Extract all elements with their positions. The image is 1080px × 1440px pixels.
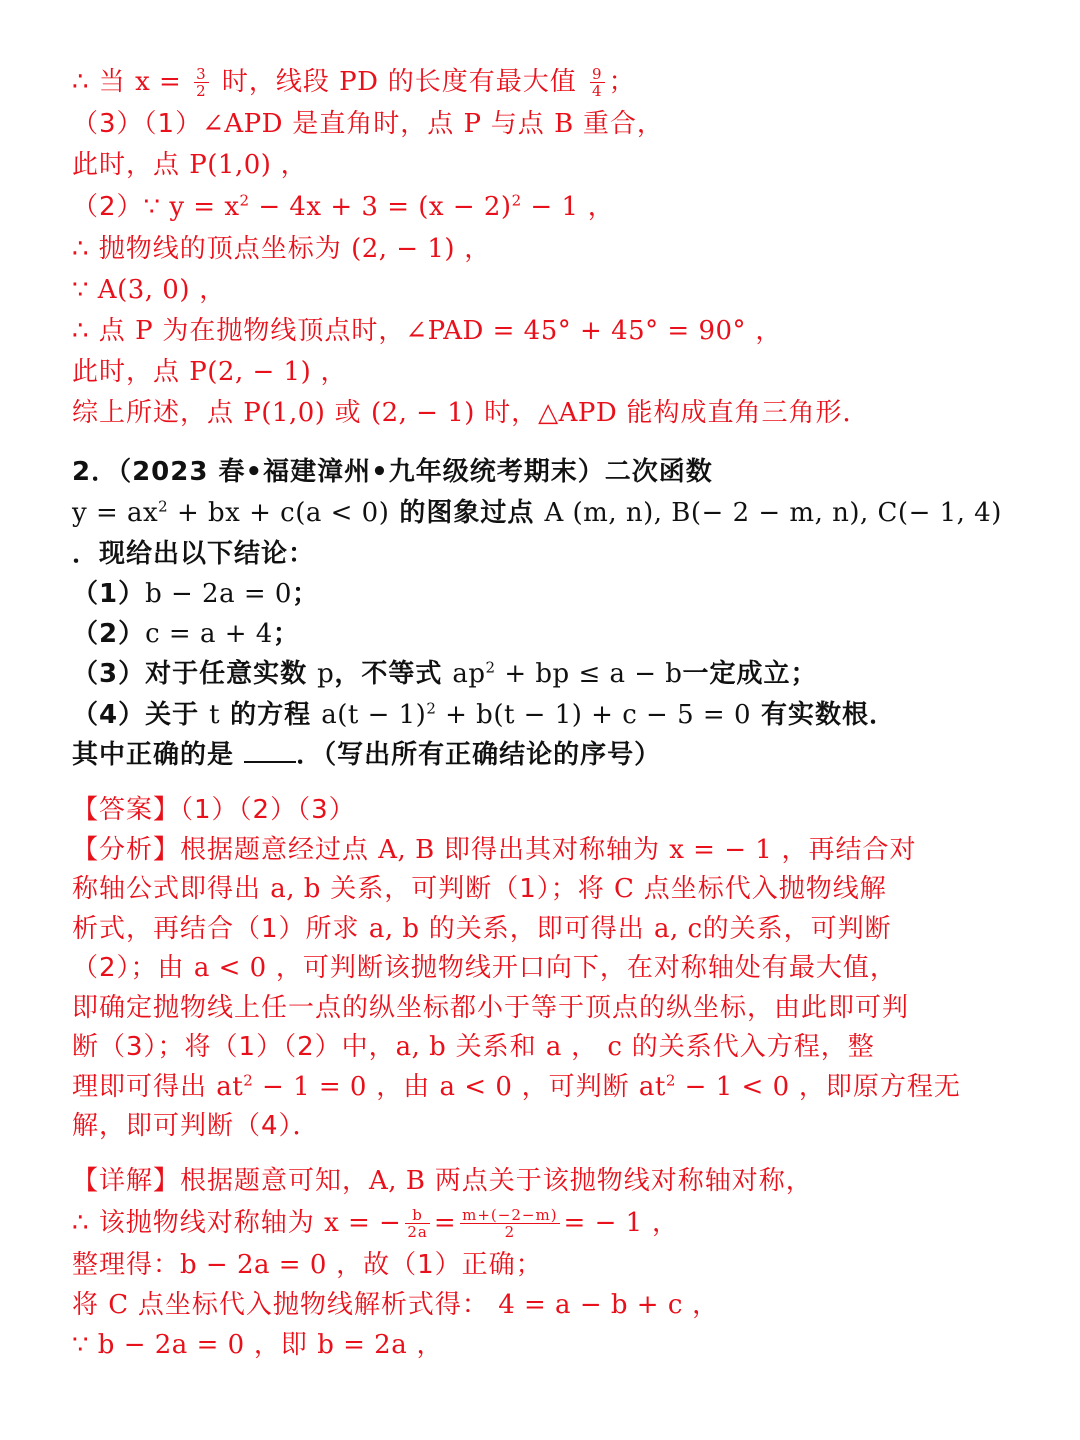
solution-line-3: 此时，点 P(1,0) ， bbox=[72, 150, 308, 180]
conclusion-1: （1）b − 2a = 0； bbox=[72, 579, 319, 609]
analysis-line-8: 解，即可判断（4）． bbox=[72, 1111, 320, 1141]
analysis-line-6: 断（3）；将（1）（2）中，a, b 关系和 a ， c 的关系代入方程，整 bbox=[72, 1032, 875, 1062]
solution-line-2: （3）（1）∠APD 是直角时，点 P 与点 B 重合， bbox=[72, 109, 664, 139]
analysis-line-7: 理即可得出 $at^2 - 1 = 0$ ，由 a < 0 ，可判断 $at^2 - 1 < 0$ ，即原方程无 bbox=[72, 1071, 961, 1102]
analysis-line-4: （2）；由 a < 0 ，可判断该抛物线开口向下，在对称轴处有最大值， bbox=[72, 953, 897, 983]
solution-line-9: 综上所述，点 P(1,0) 或 (2, − 1) 时，△APD 能构成直角三角形． bbox=[72, 398, 870, 428]
conclusion-2: （2）c = a + 4； bbox=[72, 619, 300, 649]
conclusion-4: （4）关于 t 的方程 $a(t - 1)^2 + b(t - 1) + c - 5 = 0$ 有实数根． bbox=[72, 699, 897, 730]
answer-blank bbox=[244, 743, 296, 763]
solution-line-7: ∴ 点 P 为在抛物线顶点时，∠PAD = 45° + 45° = 90° ， bbox=[72, 316, 783, 346]
conclusion-3: （3）对于任意实数 p，不等式 $ap^2$ + bp ≤ a − b一定成立； bbox=[72, 658, 818, 689]
solution-line-4: （2）∵ $y = x^2 - 4x + 3 = (x - 2)^2 - 1$ ， bbox=[72, 191, 615, 222]
question-intro: ．现给出以下结论： bbox=[72, 539, 316, 569]
solution-line-6: ∵ A(3, 0) ， bbox=[72, 275, 227, 305]
analysis-line-1: 【分析】根据题意经过点 A, B 即得出其对称轴为 x = − 1 ，再结合对 bbox=[72, 835, 917, 865]
answer-line: 【答案】（1）（2）（3） bbox=[72, 795, 356, 825]
solution-line-8: 此时，点 P(2, − 1) ， bbox=[72, 357, 348, 387]
detail-line-3: 整理得：b − 2a = 0 ，故（1）正确； bbox=[72, 1250, 543, 1280]
solution-line-5: ∴ 抛物线的顶点坐标为 (2, − 1) ， bbox=[72, 234, 492, 264]
detail-line-2: ∴ 该抛物线对称轴为 x = − $\frac{b}{2a}$ = $\frac{m+(-2-m)}{2}$ = − 1 ， bbox=[72, 1206, 679, 1241]
detail-line-5: ∵ b − 2a = 0 ，即 b = 2a ， bbox=[72, 1330, 444, 1360]
analysis-line-3: 析式，再结合（1）所求 a, b 的关系，即可得出 a, c的关系，可判断 bbox=[72, 914, 892, 944]
solution-line-1: ∴ 当 x = $\frac{3}{2}$ 时，线段 PD 的长度有最大值 $\frac{9}{4}$ ； bbox=[72, 65, 636, 100]
question-title: 2．（2023 春•福建漳州•九年级统考期末）二次函数 bbox=[72, 457, 713, 487]
fraction-3-2: $\frac{3}{2}$ bbox=[196, 65, 207, 100]
fraction-axis-midpoint: $\frac{m+(-2-m)}{2}$ bbox=[462, 1206, 558, 1241]
detail-line-1: 【详解】根据题意可知，A, B 两点关于该抛物线对称轴对称， bbox=[72, 1166, 813, 1196]
question-function: $y = ax^2$ + bx + c(a < 0) 的图象过点 A (m, n), B(− 2 − m, n), C(− 1, 4) bbox=[72, 497, 1002, 528]
fraction-b-2a: $\frac{b}{2a}$ bbox=[407, 1206, 428, 1241]
detail-line-4: 将 C 点坐标代入抛物线解析式得： 4 = a − b + c ， bbox=[72, 1290, 720, 1320]
question-prompt: 其中正确的是 ．（写出所有正确结论的序号） bbox=[72, 740, 662, 770]
analysis-line-5: 即确定抛物线上任一点的纵坐标都小于等于顶点的纵坐标，由此即可判 bbox=[72, 993, 910, 1023]
analysis-line-2: 称轴公式即得出 a, b 关系，可判断（1）；将 C 点坐标代入抛物线解 bbox=[72, 874, 887, 904]
fraction-9-4: $\frac{9}{4}$ bbox=[592, 65, 603, 100]
